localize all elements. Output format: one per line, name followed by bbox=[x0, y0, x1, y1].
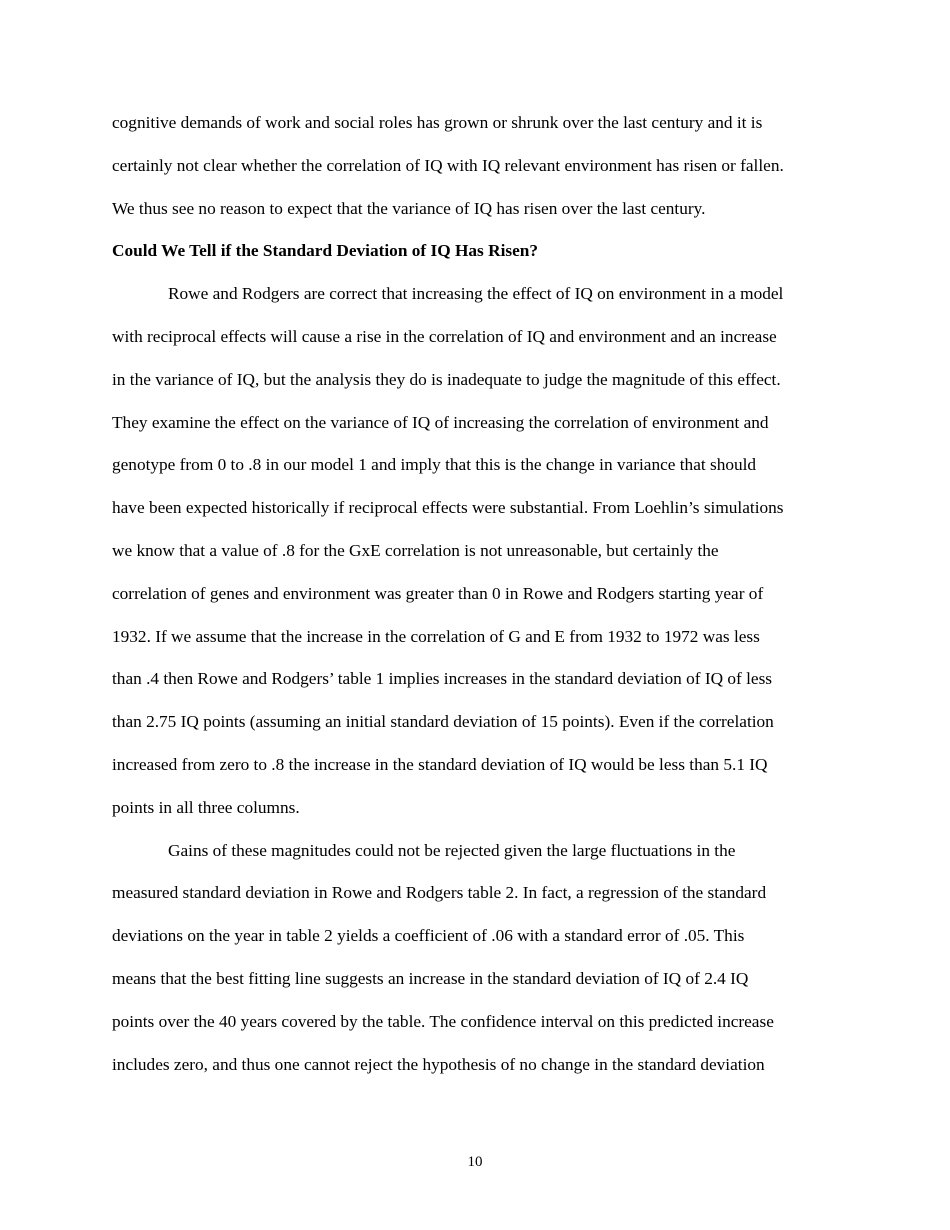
text-line: genotype from 0 to .8 in our model 1 and imply that this is the change in variance that should bbox=[112, 455, 757, 475]
text-line: have been expected historically if reciprocal effects were substantial. From Loehlin’s simulations bbox=[112, 498, 784, 518]
text-line: than 2.75 IQ points (assuming an initial standard deviation of 15 points). Even if the correlation bbox=[112, 712, 774, 732]
text-line: correlation of genes and environment was greater than 0 in Rowe and Rodgers starting year of bbox=[112, 583, 764, 603]
text-line: in the variance of IQ, but the analysis they do is inadequate to judge the magnitude of this effect. bbox=[112, 369, 781, 389]
text-line: includes zero, and thus one cannot reject the hypothesis of no change in the standard deviation bbox=[112, 1054, 765, 1074]
text-line: points over the 40 years covered by the table. The confidence interval on this predicted increase bbox=[112, 1011, 774, 1031]
text-line: measured standard deviation in Rowe and Rodgers table 2. In fact, a regression of the standard bbox=[112, 883, 767, 903]
text-line: Gains of these magnitudes could not be rejected given the large fluctuations in the bbox=[168, 840, 736, 860]
text-line: cognitive demands of work and social roles has grown or shrunk over the last century and it is bbox=[112, 113, 763, 132]
page-body bbox=[112, 102, 842, 1086]
text-line: They examine the effect on the variance of IQ of increasing the correlation of environment and bbox=[112, 412, 769, 432]
text-line: with reciprocal effects will cause a rise in the correlation of IQ and environment and an increase bbox=[112, 326, 777, 346]
text-line: deviations on the year in table 2 yields a coefficient of .06 with a standard error of .05. This bbox=[112, 926, 745, 946]
text-line: we know that a value of .8 for the GxE correlation is not unreasonable, but certainly the bbox=[112, 540, 719, 560]
section-heading: Could We Tell if the Standard Deviation of IQ Has Risen? bbox=[112, 241, 539, 261]
text-line: 1932. If we assume that the increase in the correlation of G and E from 1932 to 1972 was less bbox=[112, 626, 760, 646]
text-line: We thus see no reason to expect that the variance of IQ has risen over the last century. bbox=[112, 198, 706, 218]
text-line: certainly not clear whether the correlation of IQ with IQ relevant environment has risen or fallen. bbox=[112, 155, 784, 175]
text-line: increased from zero to .8 the increase in the standard deviation of IQ would be less than 5.1 IQ bbox=[112, 754, 768, 774]
paragraph-rowe-rodgers bbox=[112, 273, 842, 829]
text-line: Rowe and Rodgers are correct that increasing the effect of IQ on environment in a model bbox=[168, 284, 784, 304]
text-line: means that the best fitting line suggests an increase in the standard deviation of IQ of 2.4 IQ bbox=[112, 968, 749, 988]
text-line: points in all three columns. bbox=[112, 797, 300, 817]
page-number: 10 bbox=[467, 1154, 483, 1170]
paragraph-gains bbox=[112, 830, 842, 1087]
paragraph-continued bbox=[112, 102, 842, 230]
text-line: than .4 then Rowe and Rodgers’ table 1 implies increases in the standard deviation of IQ of less bbox=[112, 669, 773, 689]
